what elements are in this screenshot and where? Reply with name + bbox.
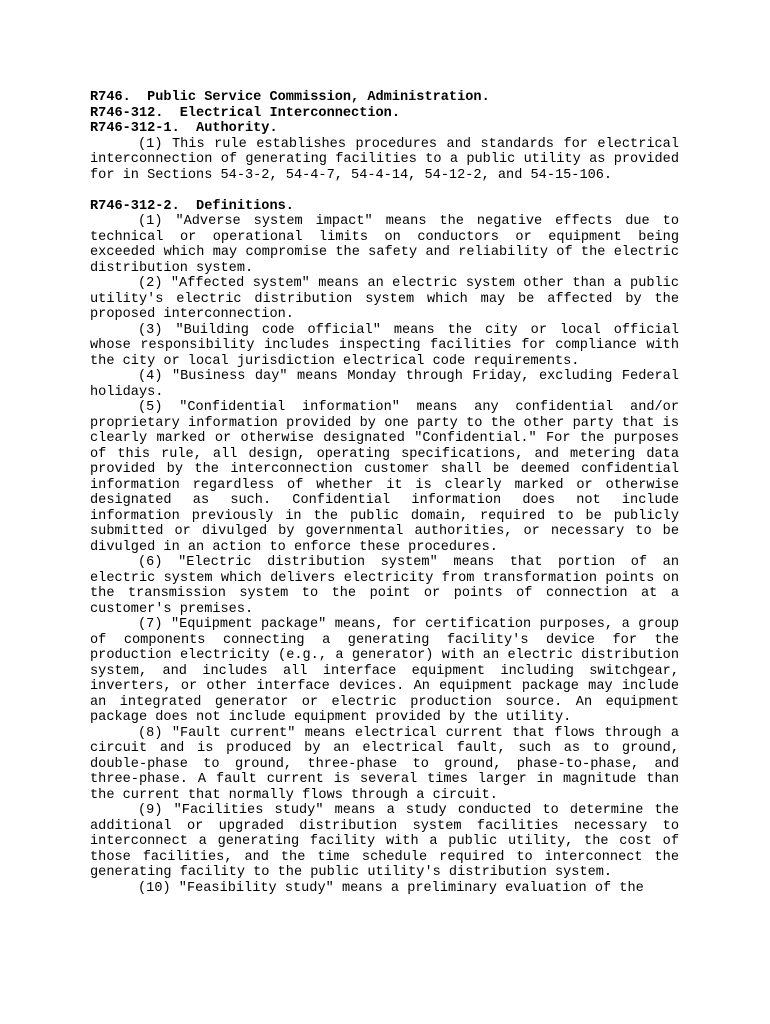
rule-title: R746. Public Service Commission, Administration.	[90, 90, 490, 105]
definition-facilities-study: (9) "Facilities study" means a study conducted to determine the additional or upgraded distribution system facilities necessary to interconnect a generating facility with a public utility, the cost of those facilities, and the time schedule required to interconnect the generating facility to the public utility's distribution system.	[90, 803, 679, 880]
definitions-heading: R746-312-2. Definitions.	[90, 198, 294, 214]
definition-fault-current: (8) "Fault current" means electrical current that flows through a circuit and is produced by an electrical fault, such as to ground, double-phase to ground, three-phase to ground, phase-to-phase, and three-phase. A fault current is several times larger in magnitude than the current that normally flows through a circuit.	[90, 725, 679, 803]
definition-equipment-package: (7) "Equipment package" means, for certification purposes, a group of components connecting a generating facility's device for the production electricity (e.g., a generator) with an electric distribution system, and includes all interface equipment including switchgear, inverters, or other interface devices. An equipment package may include an integrated generator or electric production source. An equipment package does not include equipment provided by the utility.	[90, 617, 679, 725]
section-spacer	[90, 183, 679, 199]
authority-heading: R746-312-1. Authority.	[90, 121, 278, 136]
definition-business-day: (4) "Business day" means Monday through Friday, excluding Federal holidays.	[90, 369, 679, 400]
definition-feasibility-study: (10) "Feasibility study" means a preliminary evaluation of the	[138, 880, 644, 896]
authority-paragraph: (1) This rule establishes procedures and standards for electrical interconnection of generating facilities to a public utility as provided for in Sections 54-3-2, 54-4-7, 54-4-14, 54-12-2, and 54-15-106.	[90, 136, 679, 183]
definition-confidential-information: (5) "Confidential information" means any confidential and/or proprietary information provided by one party to the other party that is clearly marked or otherwise designated "Confidential." For the purposes of this rule, all design, operating specifications, and metering data provided by the interconnection customer shall be deemed confidential information regardless of whether it is clearly marked or otherwise designated as such. Confidential information does not include information previously in the public domain, required to be publicly submitted or divulged by governmental authorities, or necessary to be divulged in an action to enforce these procedures.	[90, 400, 679, 555]
definition-adverse-system-impact: (1) "Adverse system impact" means the negative effects due to technical or operational limits on conductors or equipment being exceeded which may compromise the safety and reliability of the electric distribution system.	[90, 214, 679, 276]
document-page	[90, 90, 679, 896]
rule-section-title: R746-312. Electrical Interconnection.	[90, 105, 400, 121]
definition-affected-system: (2) "Affected system" means an electric system other than a public utility's electric distribution system which may be affected by the proposed interconnection.	[90, 276, 679, 322]
definition-electric-distribution-system: (6) "Electric distribution system" means that portion of an electric system which delivers electricity from transformation points on the transmission system to the point or points of connection at a customer's premises.	[90, 555, 679, 617]
definition-building-code-official: (3) "Building code official" means the city or local official whose responsibility includes inspecting facilities for compliance with the city or local jurisdiction electrical code requirements.	[90, 322, 679, 369]
